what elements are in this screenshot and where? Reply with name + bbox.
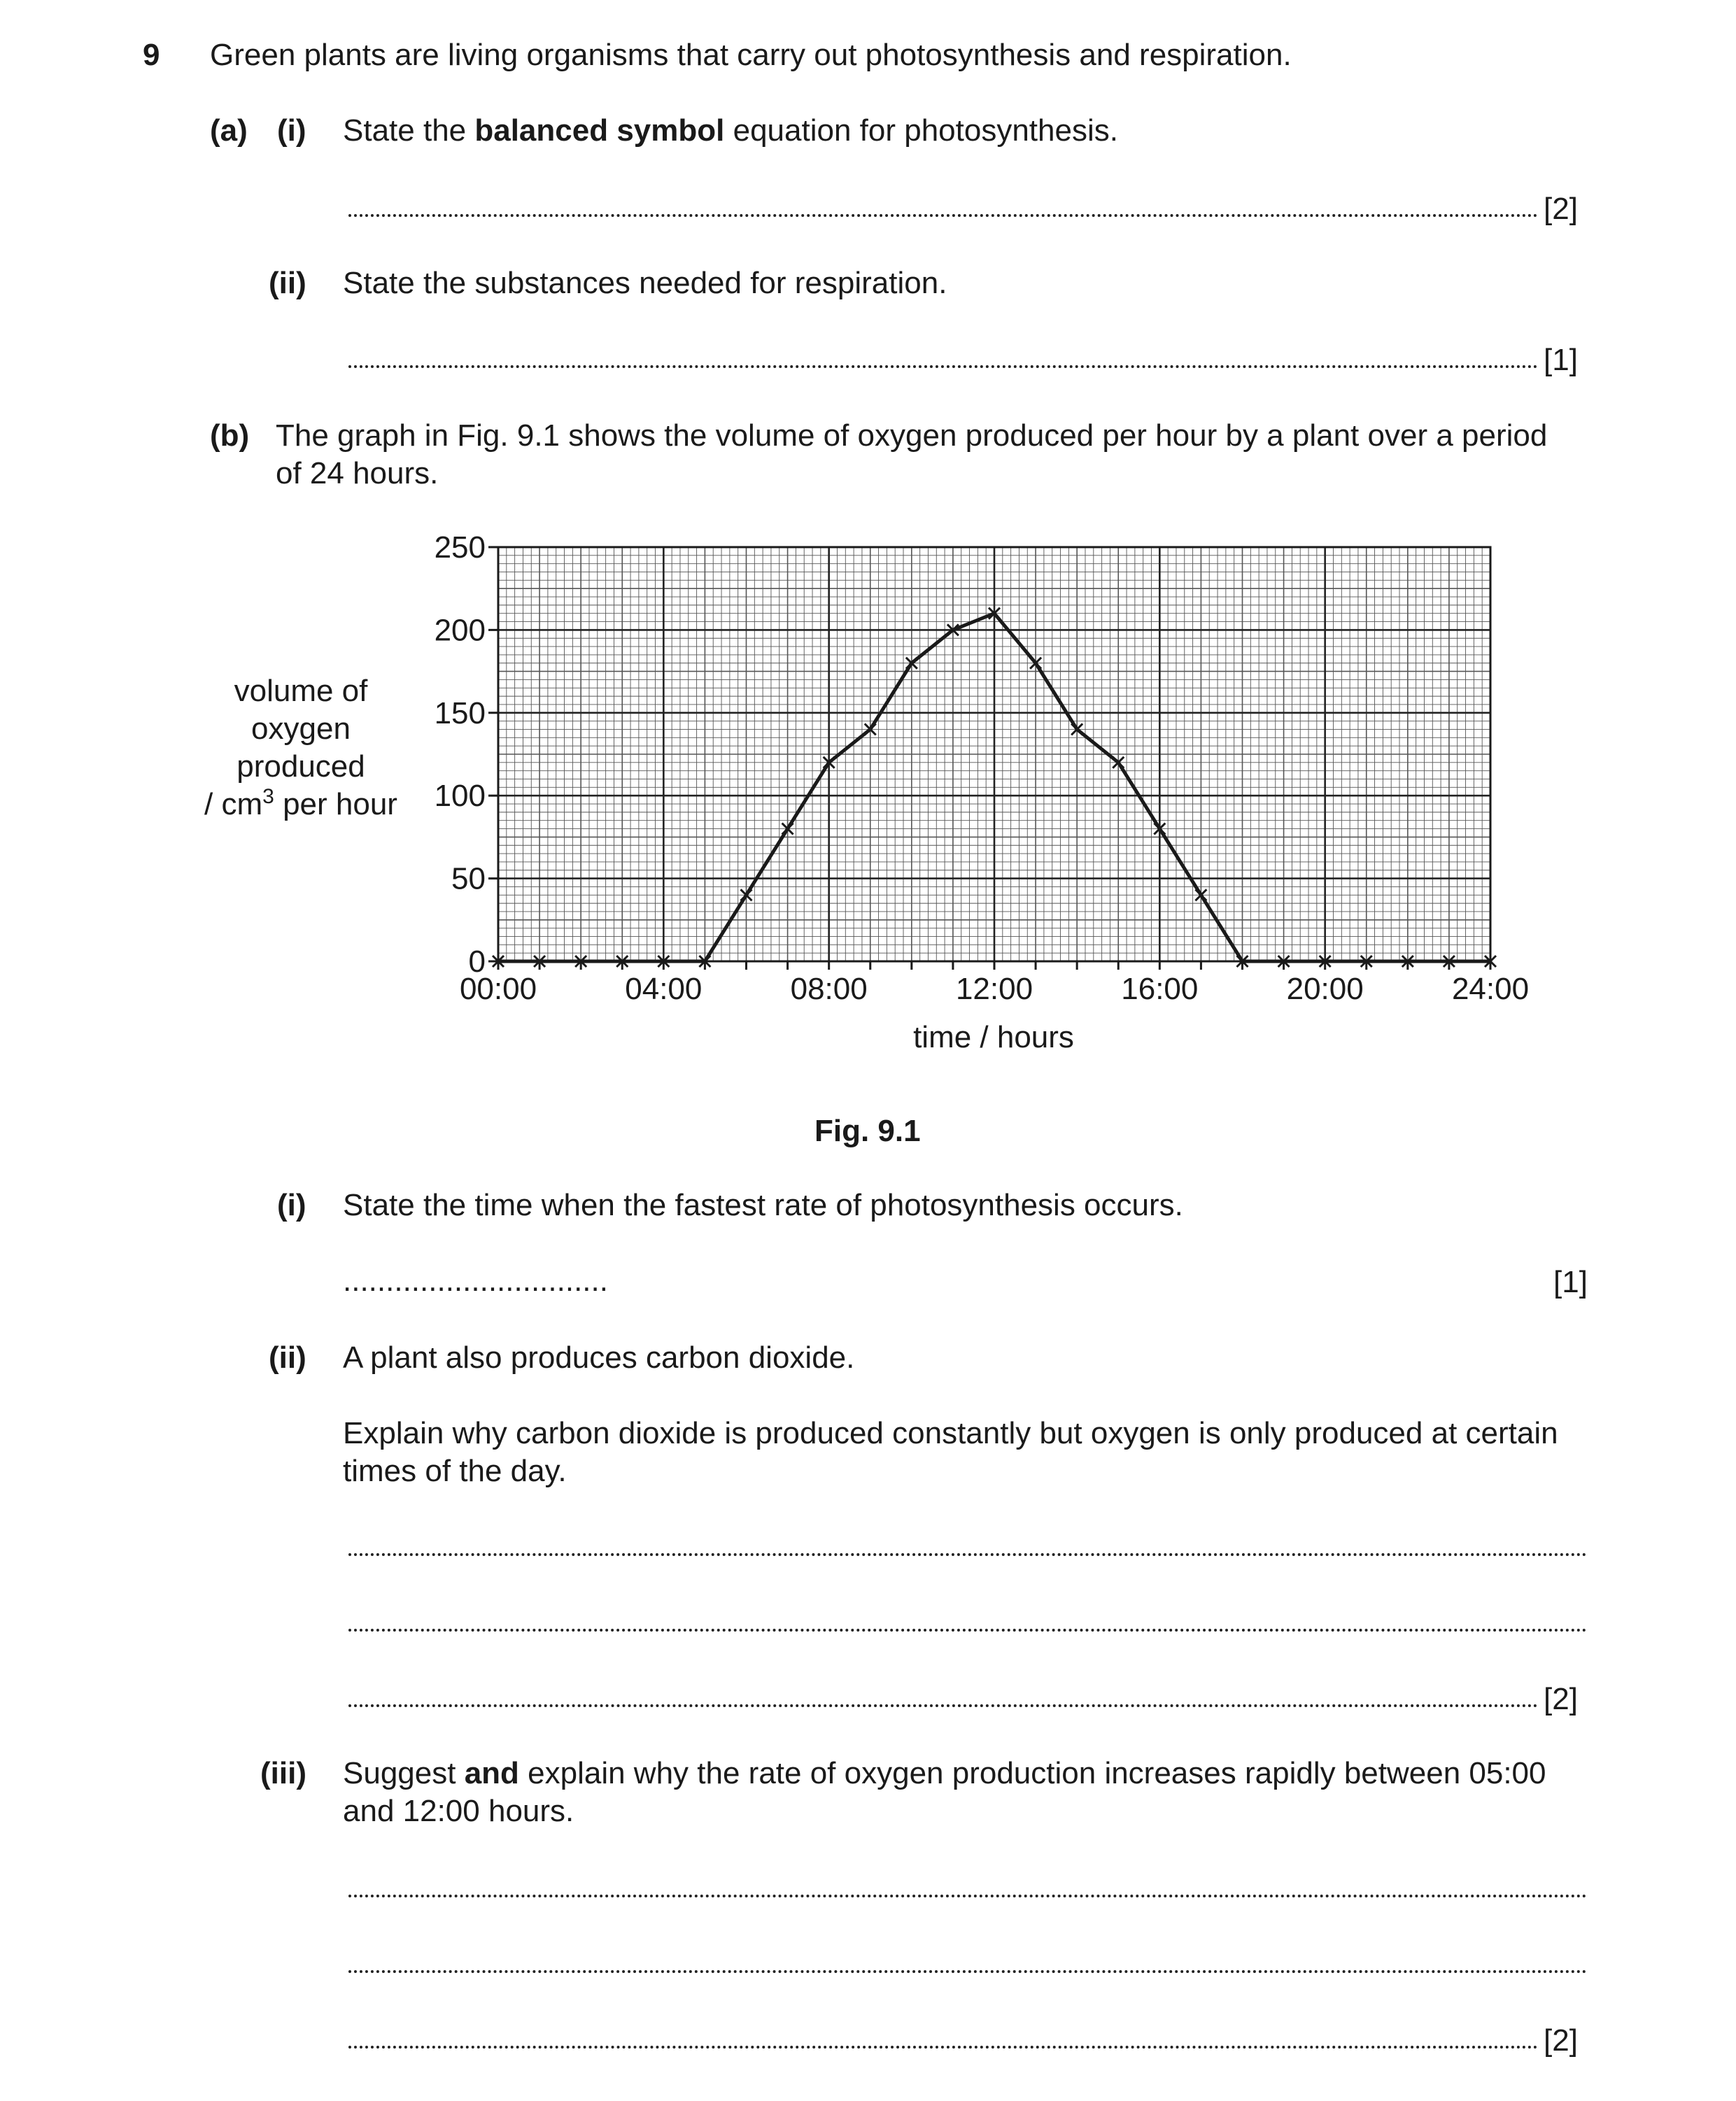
part-a-ii-label: (ii) <box>269 266 306 300</box>
part-a-label: (a) <box>210 113 248 148</box>
answer-line-b-ii-2[interactable] <box>348 1629 1587 1632</box>
data-point <box>493 956 504 967</box>
y-tick-label: 250 <box>434 530 486 565</box>
part-b-iii-text-bold: and <box>464 1756 519 1790</box>
x-tick-label: 00:00 <box>459 972 537 1006</box>
data-point-stroke <box>658 956 669 967</box>
part-b-intro-line2: of 24 hours. <box>276 456 439 490</box>
part-a-i-label: (i) <box>277 113 306 148</box>
y-axis-label-line3: produced <box>237 749 365 784</box>
part-b-intro-line1: The graph in Fig. 9.1 shows the volume of oxygen produced per hour by a plant over a period <box>276 418 1548 453</box>
data-point <box>865 723 876 735</box>
data-point-stroke <box>1113 757 1124 768</box>
part-b-iii-text-start: Suggest <box>343 1756 465 1790</box>
data-point-stroke <box>1278 956 1290 967</box>
grid-major <box>498 547 1490 961</box>
y-tick-label: 0 <box>468 945 486 979</box>
part-b-ii-explain-line2: times of the day. <box>343 1454 567 1488</box>
data-point <box>1071 723 1082 735</box>
data-point <box>947 624 959 635</box>
x-tick-label: 12:00 <box>955 972 1033 1006</box>
data-point-stroke <box>947 624 959 635</box>
data-point-stroke <box>782 823 793 835</box>
data-point-stroke <box>741 889 752 900</box>
mark-a-ii: [1] <box>1544 343 1578 377</box>
part-a-ii-question: State the substances needed for respiration. <box>343 266 947 300</box>
part-b-ii-label: (ii) <box>269 1340 306 1375</box>
answer-line-b-i[interactable]: ............................... <box>343 1264 608 1298</box>
x-tick-label: 24:00 <box>1451 972 1530 1006</box>
data-markers <box>493 608 1496 967</box>
data-point-stroke <box>1030 658 1041 669</box>
data-point <box>616 956 628 967</box>
y-axis-unit-superscript: 3 <box>262 785 274 808</box>
part-b-iii-line2: and 12:00 hours. <box>343 1794 574 1828</box>
data-point-stroke <box>906 658 917 669</box>
series-line <box>498 614 1490 961</box>
x-tick-label: 04:00 <box>625 972 703 1006</box>
answer-line-b-ii-1[interactable] <box>348 1553 1587 1556</box>
data-point-stroke <box>865 723 876 735</box>
data-point-stroke <box>699 956 710 967</box>
data-point <box>1030 658 1041 669</box>
figure-caption: Fig. 9.1 <box>814 1114 921 1148</box>
data-point-stroke <box>824 757 835 768</box>
data-point-stroke <box>658 956 669 967</box>
data-point-stroke <box>1195 889 1206 900</box>
data-point-stroke <box>1361 956 1372 967</box>
data-point <box>989 608 1000 619</box>
mark-a-i: [2] <box>1544 192 1578 226</box>
data-point <box>534 956 545 967</box>
grid-minor <box>498 547 1490 961</box>
part-b-i-question: State the time when the fastest rate of photosynthesis occurs. <box>343 1188 1183 1222</box>
data-point-stroke <box>1154 823 1165 835</box>
y-axis-label-line4 <box>204 785 397 821</box>
part-b-ii-question: A plant also produces carbon dioxide. <box>343 1340 855 1375</box>
y-axis-label-line1: volume of <box>234 674 368 708</box>
data-point <box>1237 956 1248 967</box>
data-point-stroke <box>1154 823 1165 835</box>
part-a-i-question <box>343 112 1118 150</box>
data-point-stroke <box>616 956 628 967</box>
data-point-stroke <box>1444 956 1455 967</box>
mark-b-ii: [2] <box>1544 1682 1578 1716</box>
part-b-iii-text-end: explain why the rate of oxygen production increases rapidly between 05:00 <box>518 1756 1546 1790</box>
data-point-stroke <box>1071 723 1082 735</box>
data-point-stroke <box>575 956 586 967</box>
data-point-stroke <box>1278 956 1290 967</box>
data-point-stroke <box>1113 757 1124 768</box>
part-b-i-label: (i) <box>277 1188 306 1222</box>
y-axis-label-line2: oxygen <box>251 712 351 746</box>
answer-line-b-iii-1[interactable] <box>348 1895 1587 1897</box>
data-point <box>906 658 917 669</box>
y-tick-labels <box>435 530 486 979</box>
question-stem: Green plants are living organisms that carry out photosynthesis and respiration. <box>210 38 1292 72</box>
data-point-stroke <box>989 608 1000 619</box>
data-point <box>1485 956 1496 967</box>
data-point-stroke <box>534 956 545 967</box>
plot-border <box>498 547 1490 961</box>
data-point-stroke <box>1320 956 1331 967</box>
data-point-stroke <box>741 889 752 900</box>
data-point <box>1154 823 1165 835</box>
data-point-stroke <box>575 956 586 967</box>
data-point-stroke <box>1030 658 1041 669</box>
data-point-stroke <box>1320 956 1331 967</box>
part-b-ii-explain-line1: Explain why carbon dioxide is produced constantly but oxygen is only produced at certain <box>343 1416 1558 1450</box>
y-tick-label: 100 <box>434 779 486 814</box>
answer-line-b-iii-2[interactable] <box>348 1970 1587 1973</box>
axes <box>488 547 1490 970</box>
data-point-stroke <box>1361 956 1372 967</box>
data-point-stroke <box>989 608 1000 619</box>
data-point-stroke <box>1195 889 1206 900</box>
answer-line-a-ii[interactable] <box>348 365 1538 368</box>
data-point-stroke <box>1485 956 1496 967</box>
data-point <box>1195 889 1206 900</box>
data-point-stroke <box>493 956 504 967</box>
answer-line-b-iii-3[interactable] <box>348 2046 1538 2049</box>
data-point-stroke <box>534 956 545 967</box>
data-point-stroke <box>824 757 835 768</box>
mark-b-i: [1] <box>1553 1265 1588 1299</box>
data-point <box>782 823 793 835</box>
question-number: 9 <box>143 38 160 72</box>
data-point <box>1320 956 1331 967</box>
x-tick-label: 20:00 <box>1286 972 1364 1006</box>
data-point-stroke <box>782 823 793 835</box>
data-point-stroke <box>1071 723 1082 735</box>
y-tick-label: 200 <box>434 613 486 648</box>
data-point-stroke <box>493 956 504 967</box>
data-point <box>741 889 752 900</box>
y-tick-label: 50 <box>451 861 486 896</box>
data-point-stroke <box>865 723 876 735</box>
part-a-i-text-end: equation for photosynthesis. <box>724 113 1118 148</box>
data-point-stroke <box>906 658 917 669</box>
mark-b-iii: [2] <box>1544 2023 1578 2058</box>
part-b-label: (b) <box>210 418 250 453</box>
data-point-stroke <box>1402 956 1413 967</box>
x-axis-label: time / hours <box>913 1020 1074 1054</box>
answer-line-b-ii-3[interactable] <box>348 1704 1538 1707</box>
data-point <box>1113 757 1124 768</box>
y-axis-unit-rest: per hour <box>274 787 397 821</box>
data-point <box>1444 956 1455 967</box>
data-point <box>824 757 835 768</box>
part-a-i-text-start: State the <box>343 113 475 148</box>
data-point <box>1278 956 1290 967</box>
part-a-i-text-bold: balanced symbol <box>474 113 725 148</box>
data-point <box>699 956 710 967</box>
part-b-iii-label: (iii) <box>260 1756 306 1790</box>
x-tick-labels <box>460 972 1529 1006</box>
y-tick-label: 150 <box>434 695 486 730</box>
data-point <box>1361 956 1372 967</box>
data-point-stroke <box>1485 956 1496 967</box>
data-point-stroke <box>699 956 710 967</box>
answer-line-a-i[interactable] <box>348 214 1538 217</box>
data-point <box>575 956 586 967</box>
x-tick-label: 08:00 <box>790 972 868 1006</box>
part-b-iii-question <box>343 1755 1546 1792</box>
data-point <box>658 956 669 967</box>
x-tick-label: 16:00 <box>1121 972 1199 1006</box>
data-point-stroke <box>616 956 628 967</box>
y-axis-unit: / cm <box>204 787 263 821</box>
data-point <box>1402 956 1413 967</box>
data-point-stroke <box>1402 956 1413 967</box>
data-point-stroke <box>1237 956 1248 967</box>
data-point-stroke <box>947 624 959 635</box>
data-point-stroke <box>1444 956 1455 967</box>
data-point-stroke <box>1237 956 1248 967</box>
